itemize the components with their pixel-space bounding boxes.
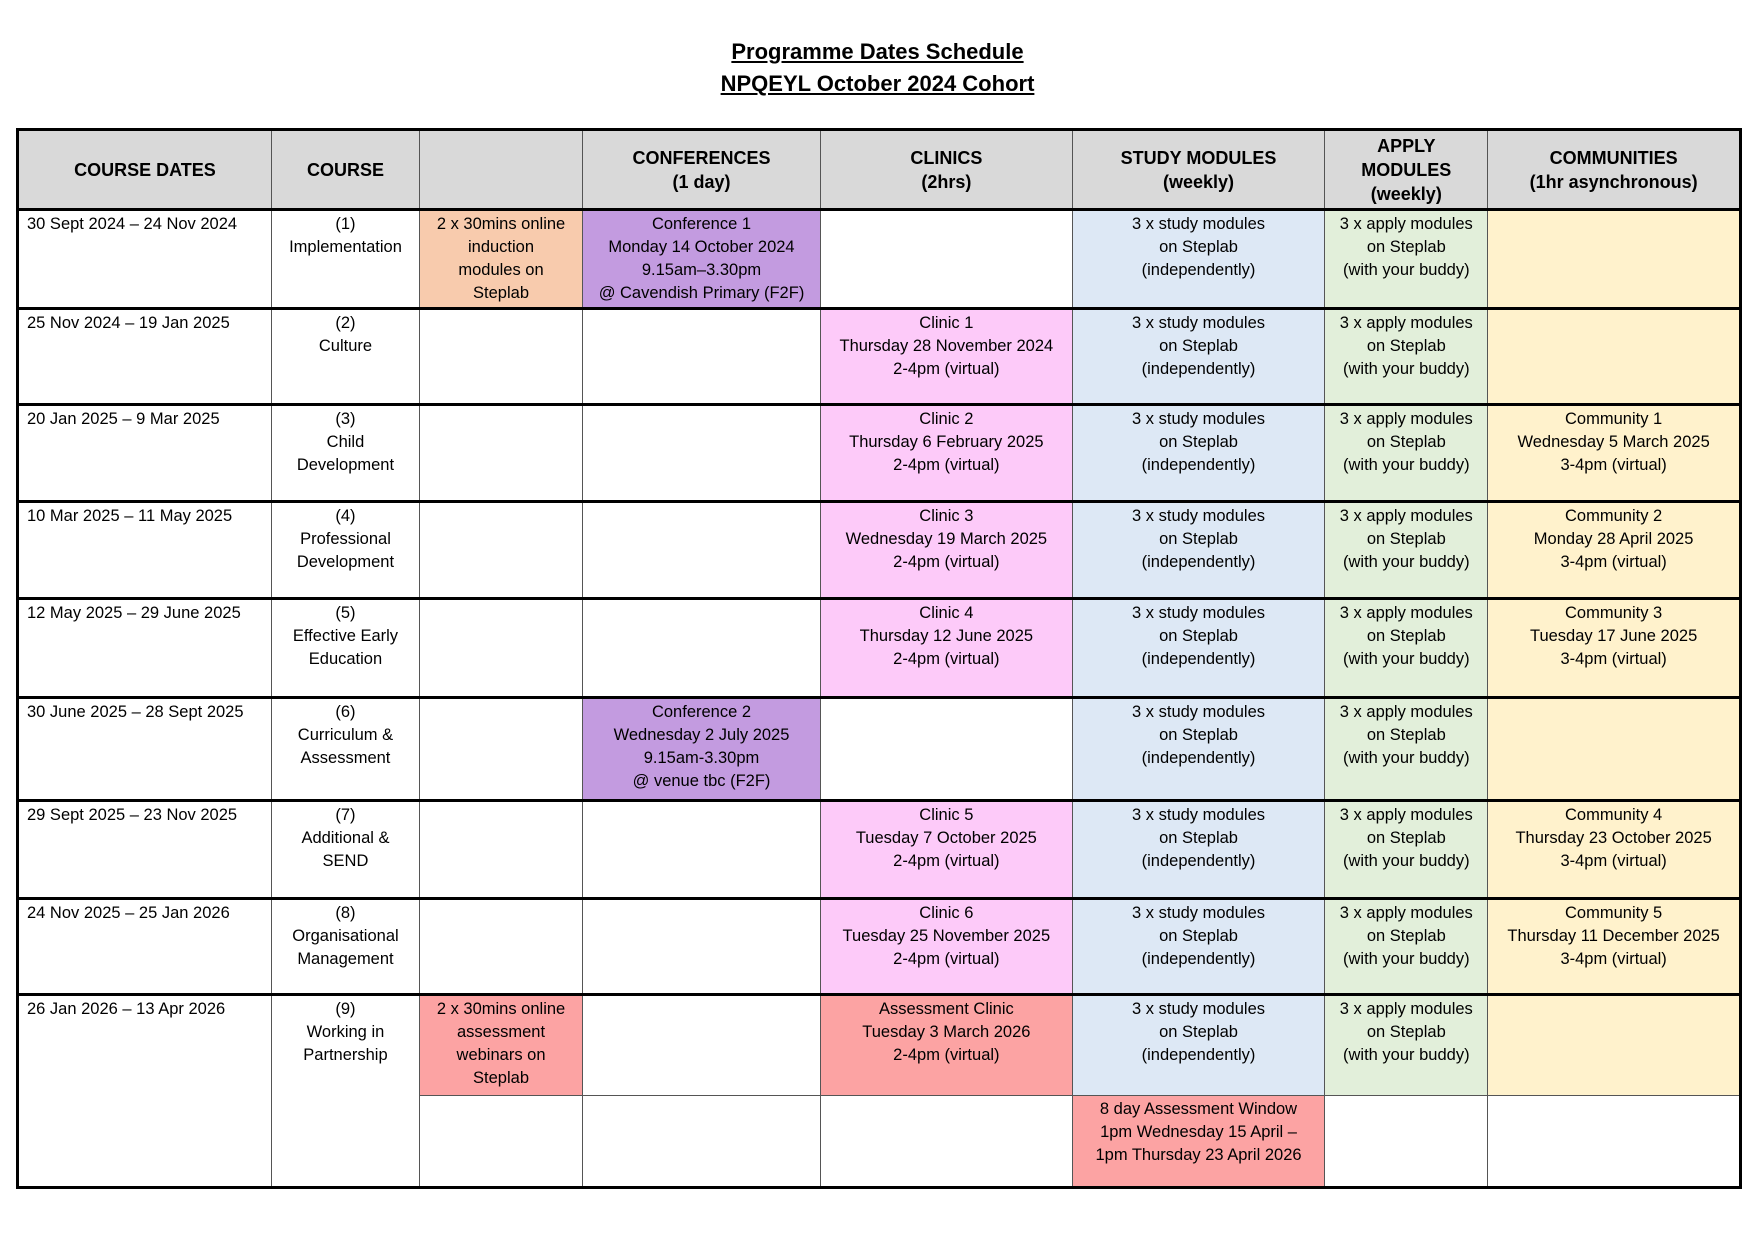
course-cell: (3) Child Development <box>271 405 419 502</box>
header-blank <box>420 130 583 210</box>
community-cell: Community 1 Wednesday 5 March 2025 3-4pm (virtual) <box>1488 405 1741 502</box>
induction-cell: 2 x 30mins online induction modules on Steplab <box>420 210 583 309</box>
community-cell: Community 2 Monday 28 April 2025 3-4pm (virtual) <box>1488 502 1741 599</box>
course-dates-cell: 25 Nov 2024 – 19 Jan 2025 <box>18 309 272 405</box>
conference-cell <box>582 599 820 698</box>
header-clinics: CLINICS (2hrs) <box>821 130 1073 210</box>
course-dates-cell: 30 June 2025 – 28 Sept 2025 <box>18 698 272 801</box>
title-line-2: NPQEYL October 2024 Cohort <box>720 71 1035 96</box>
clinic-cell: Clinic 1 Thursday 28 November 2024 2-4pm (virtual) <box>821 309 1073 405</box>
document-title <box>0 36 1755 100</box>
study-cell: 3 x study modules on Steplab (independently) <box>1072 502 1325 599</box>
conference-cell <box>582 502 820 599</box>
study-cell: 3 x study modules on Steplab (independently) <box>1072 210 1325 309</box>
course-cell: (4) Professional Development <box>271 502 419 599</box>
table-row <box>18 309 1741 405</box>
apply-cell: 3 x apply modules on Steplab (with your buddy) <box>1325 502 1488 599</box>
study-cell: 3 x study modules on Steplab (independently) <box>1072 599 1325 698</box>
apply-cell <box>1325 1096 1488 1188</box>
header-conferences: CONFERENCES (1 day) <box>582 130 820 210</box>
community-cell: Community 5 Thursday 11 December 2025 3-4pm (virtual) <box>1488 899 1741 995</box>
course-cell: (7) Additional & SEND <box>271 801 419 899</box>
apply-cell: 3 x apply modules on Steplab (with your buddy) <box>1325 309 1488 405</box>
apply-cell: 3 x apply modules on Steplab (with your buddy) <box>1325 801 1488 899</box>
extra-cell <box>420 801 583 899</box>
clinic-cell <box>821 1096 1073 1188</box>
course-dates-cell: 10 Mar 2025 – 11 May 2025 <box>18 502 272 599</box>
course-cell: (5) Effective Early Education <box>271 599 419 698</box>
extra-cell <box>420 405 583 502</box>
header-course-dates: COURSE DATES <box>18 130 272 210</box>
community-cell: Community 3 Tuesday 17 June 2025 3-4pm (virtual) <box>1488 599 1741 698</box>
header-apply-modules: APPLY MODULES (weekly) <box>1325 130 1488 210</box>
apply-cell: 3 x apply modules on Steplab (with your buddy) <box>1325 995 1488 1096</box>
table-row <box>18 502 1741 599</box>
header-row <box>18 130 1741 210</box>
community-cell: Community 4 Thursday 23 October 2025 3-4pm (virtual) <box>1488 801 1741 899</box>
schedule-table <box>16 128 1742 1189</box>
conference-cell: Conference 1 Monday 14 October 2024 9.15am–3.30pm @ Cavendish Primary (F2F) <box>582 210 820 309</box>
apply-cell: 3 x apply modules on Steplab (with your buddy) <box>1325 698 1488 801</box>
apply-cell: 3 x apply modules on Steplab (with your buddy) <box>1325 899 1488 995</box>
study-cell: 3 x study modules on Steplab (independently) <box>1072 309 1325 405</box>
course-cell: (9) Working in Partnership <box>271 995 419 1188</box>
course-dates-cell: 20 Jan 2025 – 9 Mar 2025 <box>18 405 272 502</box>
conference-cell <box>582 899 820 995</box>
community-cell <box>1488 309 1741 405</box>
clinic-cell <box>821 210 1073 309</box>
study-cell: 3 x study modules on Steplab (independently) <box>1072 801 1325 899</box>
conference-cell <box>582 309 820 405</box>
course-dates-cell: 26 Jan 2026 – 13 Apr 2026 <box>18 995 272 1188</box>
table-row <box>18 599 1741 698</box>
study-cell: 3 x study modules on Steplab (independently) <box>1072 899 1325 995</box>
study-cell: 3 x study modules on Steplab (independently) <box>1072 698 1325 801</box>
apply-cell: 3 x apply modules on Steplab (with your buddy) <box>1325 210 1488 309</box>
header-course: COURSE <box>271 130 419 210</box>
course-cell: (6) Curriculum & Assessment <box>271 698 419 801</box>
table-row <box>18 210 1741 309</box>
apply-cell: 3 x apply modules on Steplab (with your buddy) <box>1325 405 1488 502</box>
study-cell: 3 x study modules on Steplab (independently) <box>1072 405 1325 502</box>
course-cell: (1) Implementation <box>271 210 419 309</box>
extra-cell <box>420 1096 583 1188</box>
table-row <box>18 801 1741 899</box>
table-row <box>18 899 1741 995</box>
community-cell <box>1488 698 1741 801</box>
apply-cell: 3 x apply modules on Steplab (with your buddy) <box>1325 599 1488 698</box>
clinic-cell: Clinic 4 Thursday 12 June 2025 2-4pm (virtual) <box>821 599 1073 698</box>
course-dates-cell: 24 Nov 2025 – 25 Jan 2026 <box>18 899 272 995</box>
extra-cell <box>420 502 583 599</box>
header-communities: COMMUNITIES (1hr asynchronous) <box>1488 130 1741 210</box>
table-row <box>18 698 1741 801</box>
conference-cell <box>582 801 820 899</box>
conference-cell <box>582 1096 820 1188</box>
community-cell <box>1488 1096 1741 1188</box>
extra-cell <box>420 899 583 995</box>
community-cell <box>1488 995 1741 1096</box>
course-dates-cell: 30 Sept 2024 – 24 Nov 2024 <box>18 210 272 309</box>
assessment-clinic-cell: Assessment Clinic Tuesday 3 March 2026 2-4pm (virtual) <box>821 995 1073 1096</box>
community-cell <box>1488 210 1741 309</box>
course-cell: (8) Organisational Management <box>271 899 419 995</box>
assessment-webinars-cell: 2 x 30mins online assessment webinars on Steplab <box>420 995 583 1096</box>
clinic-cell: Clinic 5 Tuesday 7 October 2025 2-4pm (virtual) <box>821 801 1073 899</box>
clinic-cell <box>821 698 1073 801</box>
clinic-cell: Clinic 3 Wednesday 19 March 2025 2-4pm (virtual) <box>821 502 1073 599</box>
clinic-cell: Clinic 6 Tuesday 25 November 2025 2-4pm (virtual) <box>821 899 1073 995</box>
extra-cell <box>420 698 583 801</box>
conference-cell: Conference 2 Wednesday 2 July 2025 9.15am-3.30pm @ venue tbc (F2F) <box>582 698 820 801</box>
clinic-cell: Clinic 2 Thursday 6 February 2025 2-4pm (virtual) <box>821 405 1073 502</box>
extra-cell <box>420 309 583 405</box>
course-dates-cell: 29 Sept 2025 – 23 Nov 2025 <box>18 801 272 899</box>
course-cell: (2) Culture <box>271 309 419 405</box>
study-cell: 3 x study modules on Steplab (independently) <box>1072 995 1325 1096</box>
header-study-modules: STUDY MODULES (weekly) <box>1072 130 1325 210</box>
table-row <box>18 405 1741 502</box>
table-row <box>18 995 1741 1096</box>
conference-cell <box>582 995 820 1096</box>
conference-cell <box>582 405 820 502</box>
course-dates-cell: 12 May 2025 – 29 June 2025 <box>18 599 272 698</box>
title-line-1: Programme Dates Schedule <box>731 39 1024 64</box>
assessment-window-cell: 8 day Assessment Window 1pm Wednesday 15 April – 1pm Thursday 23 April 2026 <box>1072 1096 1325 1188</box>
extra-cell <box>420 599 583 698</box>
